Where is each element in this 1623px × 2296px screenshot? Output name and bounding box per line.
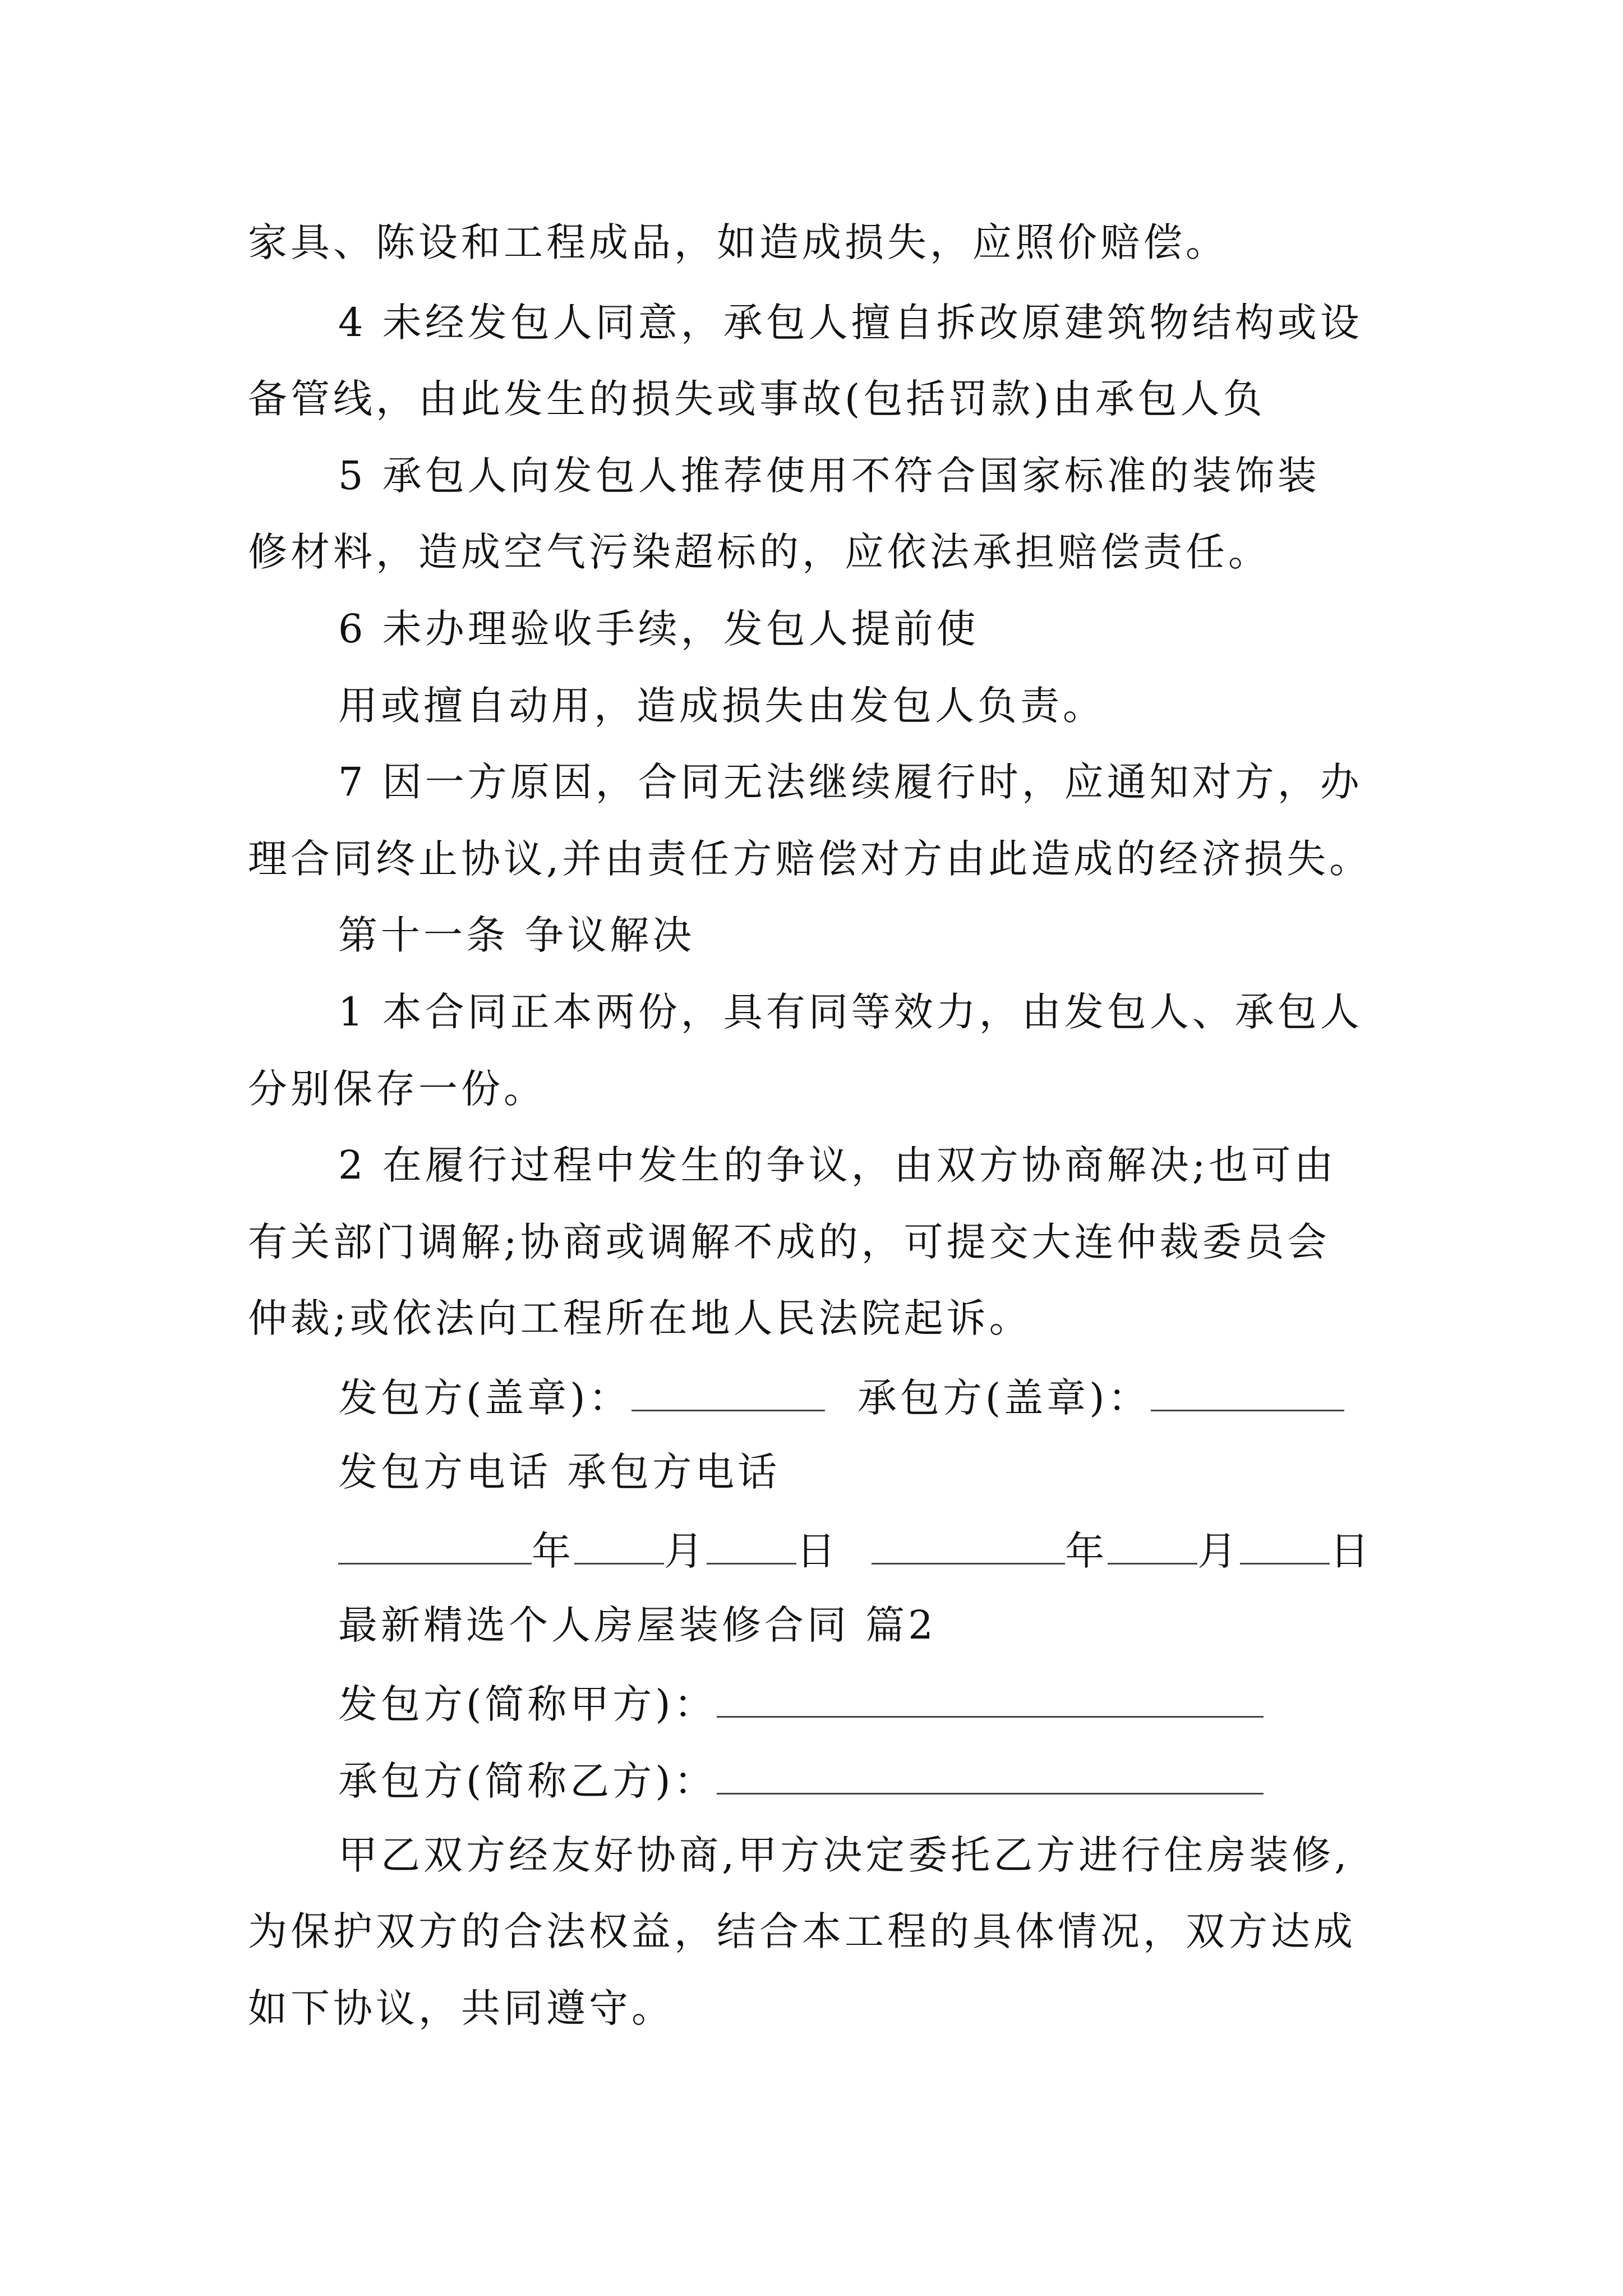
party-a-seal-blank — [631, 1368, 825, 1411]
day-label-2: 日 — [1330, 1528, 1373, 1574]
paragraph-line: 4 未经发包人同意，承包人擅自拆改原建筑物结构或设 — [338, 300, 1363, 346]
section-title: 最新精选个人房屋装修合同 篇2 — [338, 1602, 937, 1648]
month-blank-2 — [1108, 1521, 1197, 1565]
party-b-seal-label: 承包方(盖章)： — [857, 1375, 1151, 1421]
year-label-2: 年 — [1065, 1528, 1108, 1574]
paragraph-line: 理合同终止协议,并由责任方赔偿对方由此造成的经济损失。 — [248, 836, 1372, 882]
day-blank-2 — [1240, 1521, 1330, 1565]
paragraph-line: 2 在履行过程中发生的争议，由双方协商解决;也可由 — [338, 1142, 1337, 1188]
party-a-label: 发包方(简称甲方)： — [338, 1681, 717, 1727]
section-heading: 第十一条 争议解决 — [338, 912, 695, 958]
day-blank — [707, 1521, 796, 1565]
paragraph-line: 5 承包人向发包人推荐使用不符合国家标准的装饰装 — [338, 453, 1320, 499]
paragraph-line: 1 本合同正本两份，具有同等效力，由发包人、承包人 — [338, 989, 1363, 1035]
party-a-blank — [717, 1674, 1264, 1718]
party-b-blank — [717, 1751, 1264, 1795]
day-label: 日 — [796, 1528, 839, 1574]
paragraph-line: 用或擅自动用，造成损失由发包人负责。 — [338, 683, 1105, 729]
paragraph-line: 7 因一方原因，合同无法继续履行时，应通知对方，办 — [338, 759, 1363, 805]
month-label-2: 月 — [1197, 1528, 1241, 1574]
party-b-seal-blank — [1151, 1368, 1344, 1411]
year-blank — [338, 1521, 532, 1565]
party-b-label: 承包方(简称乙方)： — [338, 1758, 717, 1804]
paragraph-line: 备管线，由此发生的损失或事故(包括罚款)由承包人负 — [248, 376, 1266, 422]
party-b-row — [338, 1751, 1264, 1808]
paragraph-line: 有关部门调解;协商或调解不成的，可提交大连仲裁委员会 — [248, 1219, 1330, 1265]
paragraph-line: 分别保存一份。 — [248, 1066, 546, 1112]
phone-row: 发包方电话 承包方电话 — [338, 1449, 781, 1495]
month-blank — [574, 1521, 664, 1565]
paragraph-line: 甲乙双方经友好协商,甲方决定委托乙方进行住房装修, — [338, 1832, 1350, 1878]
year-blank-2 — [872, 1521, 1065, 1565]
paragraph-line: 仲裁;或依法向工程所在地人民法院起诉。 — [248, 1295, 1032, 1341]
party-a-seal-label: 发包方(盖章)： — [338, 1375, 631, 1421]
year-label: 年 — [532, 1528, 574, 1574]
seal-row — [338, 1368, 1344, 1425]
paragraph-line: 家具、陈设和工程成品，如造成损失，应照价赔偿。 — [248, 219, 1228, 265]
paragraph-line: 修材料，造成空气污染超标的，应依法承担赔偿责任。 — [248, 529, 1271, 575]
paragraph-line: 为保护双方的合法权益，结合本工程的具体情况，双方达成 — [248, 1908, 1356, 1954]
party-a-row — [338, 1674, 1264, 1731]
paragraph-line: 6 未办理验收手续，发包人提前使 — [338, 606, 979, 652]
paragraph-line: 如下协议，共同遵守。 — [248, 1985, 674, 2031]
month-label: 月 — [664, 1528, 707, 1574]
date-row — [338, 1521, 1372, 1578]
